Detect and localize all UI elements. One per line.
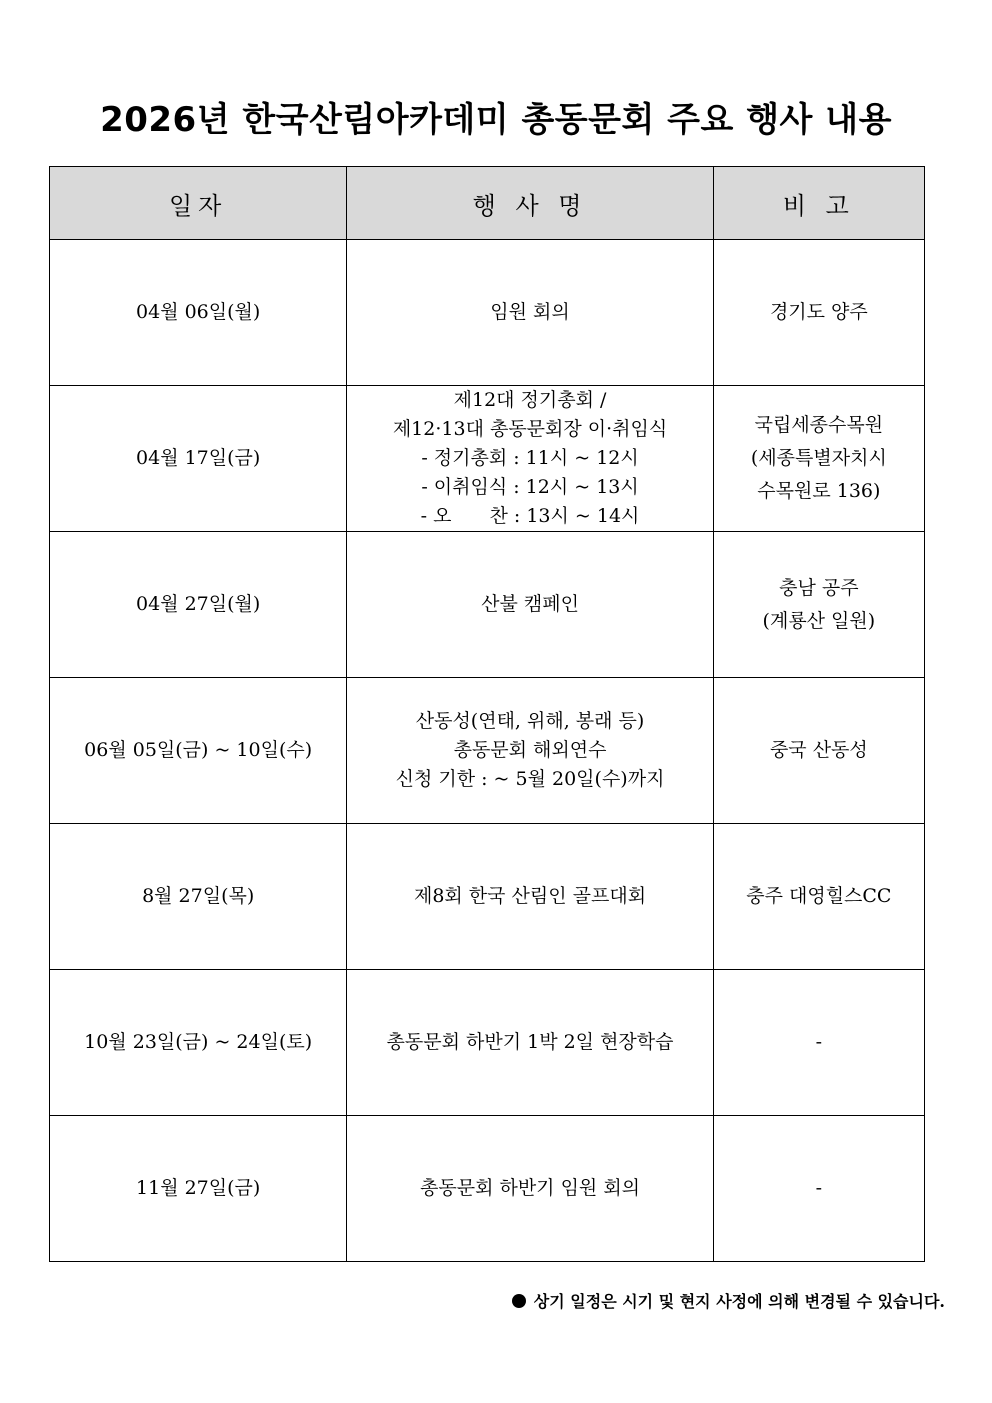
- note-cell: [713, 532, 924, 678]
- date-cell: 04월 06일(월): [50, 240, 347, 386]
- note-cell: [713, 824, 924, 970]
- date-cell: 04월 17일(금): [50, 386, 347, 532]
- table-row: [50, 386, 925, 532]
- event-cell: [347, 824, 713, 970]
- note-line: 국립세종수목원: [754, 414, 884, 436]
- header-date: 일자: [50, 167, 347, 240]
- table-row: [50, 824, 925, 970]
- event-line: - 오 찬 : 13시 ~ 14시: [420, 505, 640, 527]
- date-cell: 04월 27일(월): [50, 532, 347, 678]
- date-cell: 11월 27일(금): [50, 1116, 347, 1262]
- note-cell: [713, 970, 924, 1116]
- footnote-text: 상기 일정은 시기 및 현지 사정에 의해 변경될 수 있습니다.: [533, 1292, 945, 1311]
- table-header-row: [50, 167, 925, 240]
- header-note: 비 고: [713, 167, 924, 240]
- note-cell: [713, 1116, 924, 1262]
- event-line: 신청 기한 : ~ 5월 20일(수)까지: [395, 768, 665, 790]
- note-line: (세종특별자치시: [750, 447, 887, 469]
- table-row: [50, 678, 925, 824]
- note-cell: [713, 386, 924, 532]
- bullet-icon: [512, 1294, 526, 1308]
- table-row: [50, 532, 925, 678]
- note-line: (계룡산 일원): [762, 609, 876, 632]
- note-line: -: [815, 1177, 823, 1199]
- event-cell: [347, 532, 713, 678]
- table-row: [50, 970, 925, 1116]
- event-line: 산불 캠페인: [481, 593, 579, 615]
- event-cell: [347, 386, 713, 532]
- event-line: 총동문회 하반기 1박 2일 현장학습: [386, 1031, 674, 1053]
- note-line: -: [815, 1031, 823, 1053]
- event-line: - 정기총회 : 11시 ~ 12시: [421, 447, 639, 469]
- event-cell: [347, 240, 713, 386]
- footnote: [512, 1289, 945, 1312]
- event-line: 제12·13대 총동문회장 이·취임식: [392, 418, 668, 440]
- date-cell: 10월 23일(금) ~ 24일(토): [50, 970, 347, 1116]
- note-line: 수목원로 136): [757, 480, 881, 502]
- note-line: 중국 산동성: [769, 739, 868, 761]
- page-title: 2026년 한국산림아카데미 총동문회 주요 행사 내용: [100, 100, 892, 140]
- note-line: 충주 대영힐스CC: [746, 885, 892, 907]
- note-cell: [713, 240, 924, 386]
- date-cell: 06월 05일(금) ~ 10일(수): [50, 678, 347, 824]
- note-line: 충남 공주: [779, 576, 859, 599]
- date-cell: 8월 27일(목): [50, 824, 347, 970]
- event-line: 총동문회 하반기 임원 회의: [420, 1177, 641, 1199]
- table-row: [50, 1116, 925, 1262]
- event-cell: [347, 970, 713, 1116]
- event-line: 제12대 정기총회 /: [453, 389, 607, 411]
- note-line: 경기도 양주: [769, 301, 868, 323]
- event-line: 임원 회의: [490, 301, 570, 323]
- event-line: - 이취임식 : 12시 ~ 13시: [421, 476, 639, 498]
- table-row: [50, 240, 925, 386]
- event-line: 제8회 한국 산림인 골프대회: [413, 885, 647, 907]
- event-schedule-table: [49, 166, 925, 1262]
- event-cell: [347, 678, 713, 824]
- header-event: 행 사 명: [347, 167, 713, 240]
- event-line: 산동성(연태, 위해, 봉래 등): [415, 710, 645, 732]
- event-line: 총동문회 해외연수: [453, 739, 607, 761]
- note-cell: [713, 678, 924, 824]
- event-cell: [347, 1116, 713, 1262]
